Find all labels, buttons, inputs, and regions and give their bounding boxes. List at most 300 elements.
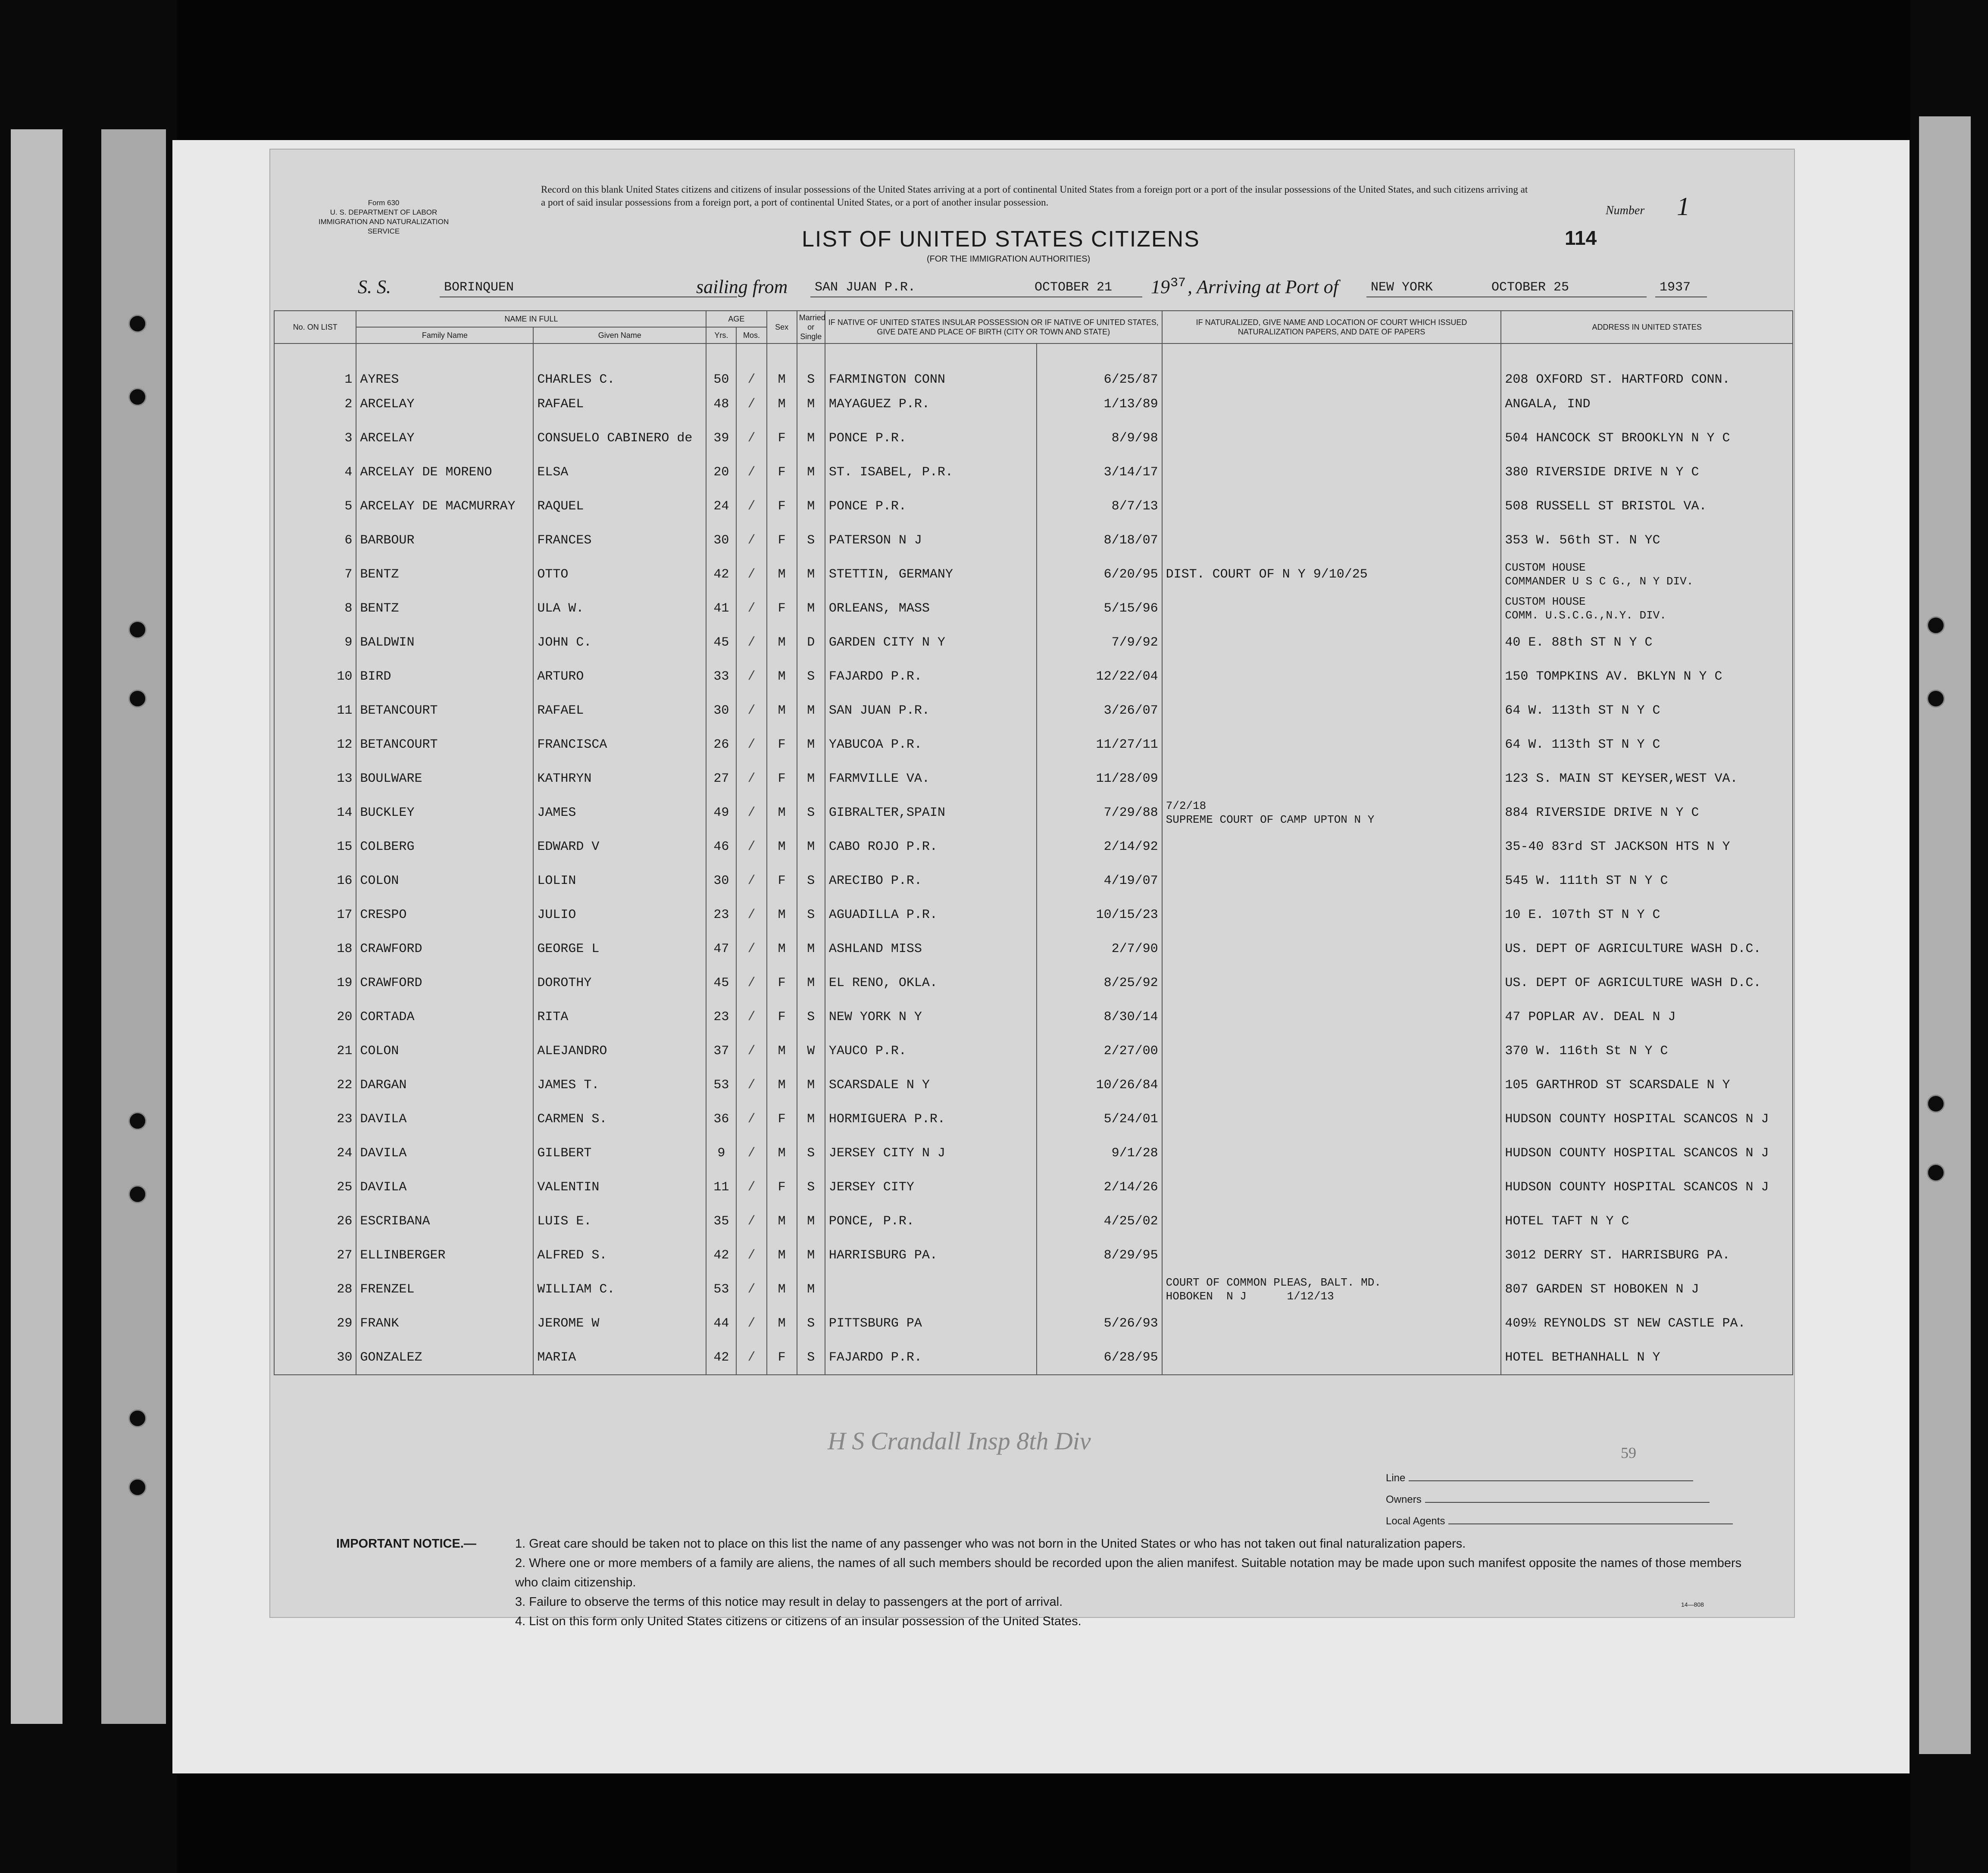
- address: CUSTOM HOUSE COMMANDER U S C G., N Y DIV.: [1501, 557, 1793, 591]
- birth-place: SCARSDALE N Y: [825, 1068, 1037, 1102]
- birth-date: 5/15/96: [1037, 591, 1162, 625]
- sex: M: [767, 898, 797, 932]
- birth-place: JERSEY CITY: [825, 1170, 1037, 1204]
- row-number: 19: [274, 966, 356, 1000]
- table-row: [274, 557, 1793, 591]
- table-row: [274, 489, 1793, 523]
- address: 3012 DERRY ST. HARRISBURG PA.: [1501, 1238, 1793, 1272]
- given-name: DOROTHY: [533, 966, 706, 1000]
- birth-date: [1037, 1272, 1162, 1306]
- sex: M: [767, 1238, 797, 1272]
- age-years: 26: [706, 727, 736, 762]
- given-name: RITA: [533, 1000, 706, 1034]
- family-name: ARCELAY DE MACMURRAY: [356, 489, 533, 523]
- sex: M: [767, 830, 797, 864]
- row-number: 7: [274, 557, 356, 591]
- table-row: [274, 1034, 1793, 1068]
- row-number: 23: [274, 1102, 356, 1136]
- sex: M: [767, 693, 797, 727]
- birth-date: 11/27/11: [1037, 727, 1162, 762]
- age-months: /: [736, 421, 766, 455]
- age-months: /: [736, 1306, 766, 1340]
- family-name: BOULWARE: [356, 762, 533, 796]
- sex: M: [767, 932, 797, 966]
- given-name: VALENTIN: [533, 1170, 706, 1204]
- marital-status: S: [797, 1306, 825, 1340]
- sex: F: [767, 727, 797, 762]
- row-number: 26: [274, 1204, 356, 1238]
- naturalization: [1162, 489, 1501, 523]
- marital-status: S: [797, 659, 825, 693]
- naturalization: [1162, 727, 1501, 762]
- age-years: 45: [706, 625, 736, 659]
- row-number: 4: [274, 455, 356, 489]
- naturalization: 7/2/18 SUPREME COURT OF CAMP UPTON N Y: [1162, 796, 1501, 830]
- address: 545 W. 111th ST N Y C: [1501, 864, 1793, 898]
- binder-hole: [128, 621, 147, 639]
- footer-fields: [1386, 1467, 1733, 1532]
- row-number: 24: [274, 1136, 356, 1170]
- family-name: DAVILA: [356, 1136, 533, 1170]
- birth-place: HARRISBURG PA.: [825, 1238, 1037, 1272]
- naturalization: [1162, 523, 1501, 557]
- marital-status: S: [797, 864, 825, 898]
- birth-place: FARMVILLE VA.: [825, 762, 1037, 796]
- birth-date: 8/7/13: [1037, 489, 1162, 523]
- family-name: BALDWIN: [356, 625, 533, 659]
- arrival-port: NEW YORK: [1371, 280, 1433, 295]
- binder-hole: [128, 1478, 147, 1496]
- birth-place: YABUCOA P.R.: [825, 727, 1037, 762]
- birth-place: PONCE P.R.: [825, 489, 1037, 523]
- header-age: AGE: [706, 311, 766, 327]
- header-sex: Sex: [767, 311, 797, 343]
- age-years: 30: [706, 523, 736, 557]
- naturalization: [1162, 1034, 1501, 1068]
- number-label: Number: [1606, 204, 1645, 217]
- given-name: GILBERT: [533, 1136, 706, 1170]
- marital-status: W: [797, 1034, 825, 1068]
- birth-date: 1/13/89: [1037, 387, 1162, 421]
- table-header-row: [274, 311, 1793, 327]
- address: 370 W. 116th St N Y C: [1501, 1034, 1793, 1068]
- table-row: [274, 455, 1793, 489]
- age-months: /: [736, 1170, 766, 1204]
- sex: M: [767, 659, 797, 693]
- given-name: JOHN C.: [533, 625, 706, 659]
- page-title: LIST OF UNITED STATES CITIZENS: [802, 227, 1200, 252]
- naturalization: [1162, 932, 1501, 966]
- marital-status: M: [797, 727, 825, 762]
- age-years: 23: [706, 898, 736, 932]
- address: 353 W. 56th ST. N YC: [1501, 523, 1793, 557]
- address: 105 GARTHROD ST SCARSDALE N Y: [1501, 1068, 1793, 1102]
- binder-hole: [128, 1112, 147, 1130]
- table-row: [274, 1238, 1793, 1272]
- age-months: /: [736, 693, 766, 727]
- birth-place: SAN JUAN P.R.: [825, 693, 1037, 727]
- birth-date: 9/1/28: [1037, 1136, 1162, 1170]
- age-months: /: [736, 932, 766, 966]
- marital-status: M: [797, 1272, 825, 1306]
- sex: F: [767, 591, 797, 625]
- age-years: 23: [706, 1000, 736, 1034]
- marital-status: D: [797, 625, 825, 659]
- address: 208 OXFORD ST. HARTFORD CONN.: [1501, 343, 1793, 387]
- birth-place: PATERSON N J: [825, 523, 1037, 557]
- age-years: 42: [706, 1238, 736, 1272]
- naturalization: [1162, 343, 1501, 387]
- row-number: 30: [274, 1340, 356, 1375]
- family-name: CRAWFORD: [356, 932, 533, 966]
- marital-status: M: [797, 489, 825, 523]
- birth-place: NEW YORK N Y: [825, 1000, 1037, 1034]
- header-married: Married or Single: [797, 311, 825, 343]
- table-row: [274, 693, 1793, 727]
- given-name: RAFAEL: [533, 387, 706, 421]
- binder-hole: [128, 388, 147, 406]
- birth-place: FAJARDO P.R.: [825, 1340, 1037, 1375]
- address: US. DEPT OF AGRICULTURE WASH D.C.: [1501, 966, 1793, 1000]
- binder-hole: [128, 690, 147, 708]
- birth-date: 8/18/07: [1037, 523, 1162, 557]
- family-name: AYRES: [356, 343, 533, 387]
- age-months: /: [736, 1238, 766, 1272]
- age-months: /: [736, 591, 766, 625]
- given-name: OTTO: [533, 557, 706, 591]
- given-name: RAFAEL: [533, 693, 706, 727]
- age-months: /: [736, 966, 766, 1000]
- given-name: MARIA: [533, 1340, 706, 1375]
- notice-heading: IMPORTANT NOTICE.—: [336, 1537, 476, 1551]
- row-number: 12: [274, 727, 356, 762]
- age-years: 48: [706, 387, 736, 421]
- given-name: JEROME W: [533, 1306, 706, 1340]
- naturalization: [1162, 693, 1501, 727]
- marital-status: S: [797, 343, 825, 387]
- address: HUDSON COUNTY HOSPITAL SCANCOS N J: [1501, 1170, 1793, 1204]
- naturalization: [1162, 591, 1501, 625]
- family-name: BUCKLEY: [356, 796, 533, 830]
- age-months: /: [736, 796, 766, 830]
- header-birth: IF NATIVE OF UNITED STATES INSULAR POSSESSION OR IF NATIVE OF UNITED STATES, GIVE DATE AND PLACE OF BIRTH (CITY OR TOWN AND STATE): [825, 311, 1162, 343]
- age-years: 9: [706, 1136, 736, 1170]
- voyage-line: [358, 276, 1711, 302]
- given-name: KATHRYN: [533, 762, 706, 796]
- birth-place: PONCE P.R.: [825, 421, 1037, 455]
- table-row: [274, 1340, 1793, 1375]
- marital-status: M: [797, 557, 825, 591]
- age-years: 49: [706, 796, 736, 830]
- sex: F: [767, 966, 797, 1000]
- table-row: [274, 830, 1793, 864]
- address: HOTEL BETHANHALL N Y: [1501, 1340, 1793, 1375]
- header-address: ADDRESS IN UNITED STATES: [1501, 311, 1793, 343]
- table-row: [274, 727, 1793, 762]
- age-months: /: [736, 1034, 766, 1068]
- row-number: 2: [274, 387, 356, 421]
- age-years: 27: [706, 762, 736, 796]
- row-number: 8: [274, 591, 356, 625]
- naturalization: [1162, 1340, 1501, 1375]
- given-name: ELSA: [533, 455, 706, 489]
- age-years: 33: [706, 659, 736, 693]
- address: 508 RUSSELL ST BRISTOL VA.: [1501, 489, 1793, 523]
- birth-date: 2/27/00: [1037, 1034, 1162, 1068]
- margin-number: 59: [1621, 1444, 1636, 1461]
- birth-place: STETTIN, GERMANY: [825, 557, 1037, 591]
- marital-status: S: [797, 1000, 825, 1034]
- binder-hole: [1927, 616, 1945, 634]
- naturalization: [1162, 659, 1501, 693]
- family-name: CRESPO: [356, 898, 533, 932]
- marital-status: M: [797, 693, 825, 727]
- family-name: ELLINBERGER: [356, 1238, 533, 1272]
- age-months: /: [736, 625, 766, 659]
- birth-date: 6/28/95: [1037, 1340, 1162, 1375]
- age-months: /: [736, 762, 766, 796]
- sex: M: [767, 1306, 797, 1340]
- row-number: 18: [274, 932, 356, 966]
- age-months: /: [736, 455, 766, 489]
- marital-status: M: [797, 932, 825, 966]
- birth-place: GIBRALTER,SPAIN: [825, 796, 1037, 830]
- row-number: 29: [274, 1306, 356, 1340]
- row-number: 17: [274, 898, 356, 932]
- age-years: 36: [706, 1102, 736, 1136]
- birth-place: PITTSBURG PA: [825, 1306, 1037, 1340]
- family-name: ARCELAY: [356, 387, 533, 421]
- family-name: COLON: [356, 864, 533, 898]
- table-row: [274, 1306, 1793, 1340]
- row-number: 11: [274, 693, 356, 727]
- header-family-name: Family Name: [356, 327, 533, 343]
- sex: M: [767, 343, 797, 387]
- sex: F: [767, 523, 797, 557]
- address: 380 RIVERSIDE DRIVE N Y C: [1501, 455, 1793, 489]
- age-years: 45: [706, 966, 736, 1000]
- notice-item: 1. Great care should be taken not to place on this list the name of any passenger who was not born in the United States or who has not taken out final naturalization papers.: [515, 1537, 1466, 1551]
- table-row: [274, 1068, 1793, 1102]
- address: 504 HANCOCK ST BROOKLYN N Y C: [1501, 421, 1793, 455]
- sex: M: [767, 557, 797, 591]
- age-months: /: [736, 523, 766, 557]
- birth-place: ST. ISABEL, P.R.: [825, 455, 1037, 489]
- form-instructions: Record on this blank United States citizens and citizens of insular possessions of the United States arriving at a port of continental United States from a foreign port or a port of the insular possessions of the United States, and such citizens arriving at a port of said insular possessions from a foreign port, a port of continental United States, or a port of another insular possession.: [541, 184, 1528, 208]
- row-number: 10: [274, 659, 356, 693]
- given-name: LUIS E.: [533, 1204, 706, 1238]
- birth-date: 2/7/90: [1037, 932, 1162, 966]
- given-name: FRANCES: [533, 523, 706, 557]
- sex: M: [767, 1136, 797, 1170]
- sex: F: [767, 1340, 797, 1375]
- naturalization: [1162, 1102, 1501, 1136]
- departure-date: OCTOBER 21: [1035, 280, 1113, 295]
- marital-status: S: [797, 796, 825, 830]
- address: CUSTOM HOUSE COMM. U.S.C.G.,N.Y. DIV.: [1501, 591, 1793, 625]
- number-value: 1: [1677, 192, 1690, 221]
- header-yrs: Yrs.: [706, 327, 736, 343]
- marital-status: S: [797, 898, 825, 932]
- given-name: GEORGE L: [533, 932, 706, 966]
- age-years: 46: [706, 830, 736, 864]
- row-number: 20: [274, 1000, 356, 1034]
- given-name: JULIO: [533, 898, 706, 932]
- family-name: ARCELAY: [356, 421, 533, 455]
- binder-hole: [1927, 1164, 1945, 1182]
- address: 10 E. 107th ST N Y C: [1501, 898, 1793, 932]
- birth-date: 3/14/17: [1037, 455, 1162, 489]
- family-name: BETANCOURT: [356, 693, 533, 727]
- marital-status: M: [797, 1238, 825, 1272]
- table-row: [274, 898, 1793, 932]
- address: 409½ REYNOLDS ST NEW CASTLE PA.: [1501, 1306, 1793, 1340]
- age-months: /: [736, 898, 766, 932]
- age-years: 53: [706, 1272, 736, 1306]
- birth-place: EL RENO, OKLA.: [825, 966, 1037, 1000]
- table-row: [274, 1204, 1793, 1238]
- birth-date: 10/26/84: [1037, 1068, 1162, 1102]
- form-department: U. S. DEPARTMENT OF LABOR: [330, 208, 438, 216]
- row-number: 14: [274, 796, 356, 830]
- marital-status: M: [797, 830, 825, 864]
- sailing-label: sailing from: [696, 276, 788, 297]
- header-naturalized: IF NATURALIZED, GIVE NAME AND LOCATION OF COURT WHICH ISSUED NATURALIZATION PAPERS, AND DATE OF PAPERS: [1162, 311, 1501, 343]
- family-name: BETANCOURT: [356, 727, 533, 762]
- age-months: /: [736, 1102, 766, 1136]
- table-row: [274, 343, 1793, 387]
- header-name-in-full: NAME IN FULL: [356, 311, 706, 327]
- notice-item: 4. List on this form only United States citizens or citizens of an insular possession of the United States.: [515, 1614, 1082, 1628]
- binder-hole: [128, 315, 147, 333]
- row-number: 5: [274, 489, 356, 523]
- binder-hole: [128, 1185, 147, 1203]
- birth-place: CABO ROJO P.R.: [825, 830, 1037, 864]
- given-name: LOLIN: [533, 864, 706, 898]
- print-code: 14—808: [1681, 1601, 1704, 1608]
- age-years: 42: [706, 557, 736, 591]
- family-name: ESCRIBANA: [356, 1204, 533, 1238]
- family-name: COLON: [356, 1034, 533, 1068]
- address: HUDSON COUNTY HOSPITAL SCANCOS N J: [1501, 1102, 1793, 1136]
- given-name: JAMES: [533, 796, 706, 830]
- naturalization: [1162, 1204, 1501, 1238]
- naturalization: [1162, 1170, 1501, 1204]
- naturalization: [1162, 1238, 1501, 1272]
- age-years: 53: [706, 1068, 736, 1102]
- naturalization: [1162, 625, 1501, 659]
- sex: M: [767, 796, 797, 830]
- naturalization: [1162, 864, 1501, 898]
- birth-place: MAYAGUEZ P.R.: [825, 387, 1037, 421]
- given-name: CHARLES C.: [533, 343, 706, 387]
- age-months: /: [736, 489, 766, 523]
- sex: F: [767, 1102, 797, 1136]
- given-name: ARTURO: [533, 659, 706, 693]
- birth-date: 2/14/26: [1037, 1170, 1162, 1204]
- naturalization: [1162, 1000, 1501, 1034]
- age-months: /: [736, 727, 766, 762]
- marital-status: M: [797, 421, 825, 455]
- table-row: [274, 591, 1793, 625]
- sex: F: [767, 455, 797, 489]
- age-months: /: [736, 659, 766, 693]
- ship-name: BORINQUEN: [444, 280, 514, 295]
- row-number: 16: [274, 864, 356, 898]
- header-given-name: Given Name: [533, 327, 706, 343]
- address: 47 POPLAR AV. DEAL N J: [1501, 1000, 1793, 1034]
- age-months: /: [736, 1000, 766, 1034]
- sex: F: [767, 421, 797, 455]
- birth-date: 5/26/93: [1037, 1306, 1162, 1340]
- age-years: 11: [706, 1170, 736, 1204]
- marital-status: M: [797, 1102, 825, 1136]
- sex: M: [767, 625, 797, 659]
- birth-date: 10/15/23: [1037, 898, 1162, 932]
- table-row: [274, 762, 1793, 796]
- naturalization: [1162, 1068, 1501, 1102]
- marital-status: M: [797, 966, 825, 1000]
- family-name: DAVILA: [356, 1102, 533, 1136]
- marital-status: M: [797, 387, 825, 421]
- naturalization: [1162, 830, 1501, 864]
- naturalization: [1162, 387, 1501, 421]
- birth-place: ASHLAND MISS: [825, 932, 1037, 966]
- table-row: [274, 864, 1793, 898]
- binder-hole: [1927, 1095, 1945, 1113]
- header-mos: Mos.: [736, 327, 766, 343]
- table-row: [274, 421, 1793, 455]
- age-years: 35: [706, 1204, 736, 1238]
- sex: M: [767, 1272, 797, 1306]
- family-name: CORTADA: [356, 1000, 533, 1034]
- arrival-year: 1937: [1660, 280, 1691, 295]
- given-name: ULA W.: [533, 591, 706, 625]
- birth-place: PONCE, P.R.: [825, 1204, 1037, 1238]
- birth-date: 8/29/95: [1037, 1238, 1162, 1272]
- age-months: /: [736, 1136, 766, 1170]
- departure-year: 37: [1170, 276, 1186, 290]
- family-name: BARBOUR: [356, 523, 533, 557]
- age-months: /: [736, 557, 766, 591]
- arrival-date: OCTOBER 25: [1491, 280, 1569, 295]
- birth-place: JERSEY CITY N J: [825, 1136, 1037, 1170]
- address: 807 GARDEN ST HOBOKEN N J: [1501, 1272, 1793, 1306]
- birth-date: 6/25/87: [1037, 343, 1162, 387]
- address: 123 S. MAIN ST KEYSER,WEST VA.: [1501, 762, 1793, 796]
- family-name: FRANK: [356, 1306, 533, 1340]
- naturalization: DIST. COURT OF N Y 9/10/25: [1162, 557, 1501, 591]
- table-row: [274, 523, 1793, 557]
- sex: M: [767, 1034, 797, 1068]
- owners-label: Owners: [1386, 1494, 1422, 1505]
- sex: F: [767, 1170, 797, 1204]
- table-row: [274, 1136, 1793, 1170]
- given-name: WILLIAM C.: [533, 1272, 706, 1306]
- address: 150 TOMPKINS AV. BKLYN N Y C: [1501, 659, 1793, 693]
- sex: F: [767, 762, 797, 796]
- birth-date: 4/19/07: [1037, 864, 1162, 898]
- sex: M: [767, 1204, 797, 1238]
- page-subtitle: (FOR THE IMMIGRATION AUTHORITIES): [927, 254, 1091, 264]
- arriving-label: , Arriving at Port of: [1188, 276, 1338, 297]
- sex: F: [767, 1000, 797, 1034]
- birth-date: 8/9/98: [1037, 421, 1162, 455]
- family-name: GONZALEZ: [356, 1340, 533, 1375]
- birth-place: FAJARDO P.R.: [825, 659, 1037, 693]
- binder-hole: [1927, 690, 1945, 708]
- binder-right: [1910, 0, 1988, 1873]
